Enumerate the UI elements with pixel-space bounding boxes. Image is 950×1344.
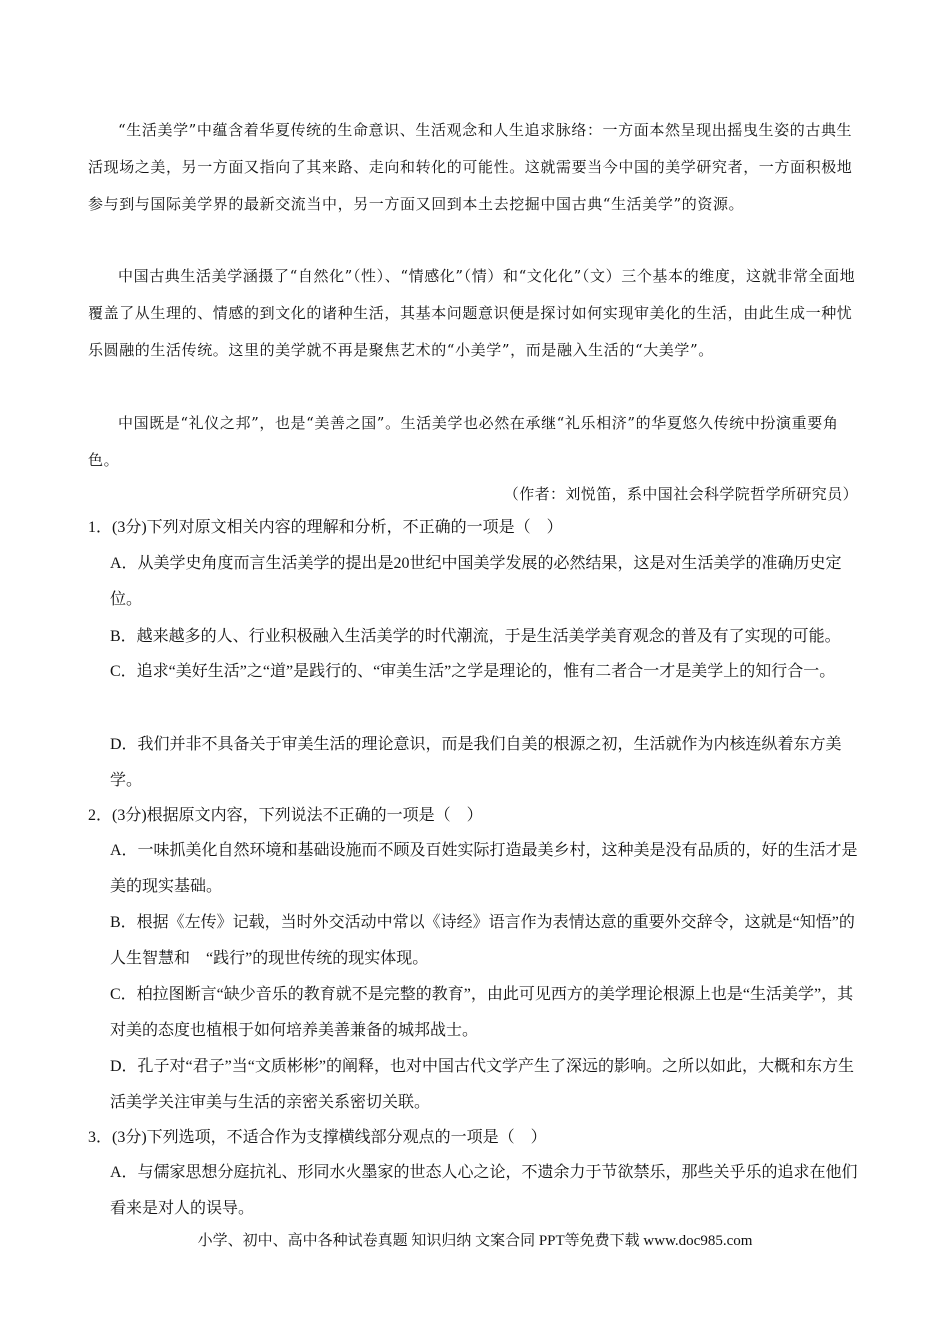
- passage-paragraph-3: [88, 405, 866, 479]
- question-1-option-b: B．越来越多的人、行业积极融入生活美学的时代潮流，于是生活美学美育观念的普及有了实现的可能。: [110, 628, 841, 645]
- question-2-option-a: A．一味抓美化自然环境和基础设施而不顾及百姓实际打造最美乡村，这种美是没有品质的，好的生活才是美的现实基础。: [110, 842, 858, 895]
- passage-paragraph-2: [88, 258, 866, 369]
- question-3-stem: 3．(3分)下列选项，不适合作为支撑横线部分观点的一项是（ ）: [88, 1129, 547, 1146]
- question-2-option-b: B．根据《左传》记载，当时外交活动中常以《诗经》语言作为表情达意的重要外交辞令，这就是“知悟”的人生智慧和 “践行”的现世传统的现实体现。: [110, 914, 855, 967]
- author-attribution: （作者：刘悦笛，系中国社会科学院哲学所研究员）: [503, 485, 858, 503]
- question-1-stem: 1．(3分)下列对原文相关内容的理解和分析，不正确的一项是（ ）: [88, 519, 563, 536]
- paragraph-text: “生活美学”中蕴含着华夏传统的生命意识、生活观念和人生追求脉络：一方面本然呈现出摇曳生姿的古典生活现场之美，另一方面又指向了其来路、走向和转化的可能性。这就需要当今中国的美学研究者，一方面积极地参与到与国际美学界的最新交流当中，另一方面又回到本土去挖掘中国古典“生活美学”的资源。: [88, 121, 853, 213]
- paragraph-text: 中国古典生活美学涵摄了“自然化”（性）、“情感化”（情）和“文化化”（文）三个基本的维度，这就非常全面地覆盖了从生理的、情感的到文化的诸种生活，其基本问题意识便是探讨如何实现审美化的生活，由此生成一种忧乐圆融的生活传统。这里的美学就不再是聚焦艺术的“小美学”，而是融入生活的“大美学”。: [88, 267, 856, 359]
- question-1-option-c: C．追求“美好生活”之“道”是践行的、“审美生活”之学是理论的，惟有二者合一才是美学上的知行合一。: [110, 663, 836, 680]
- question-2-option-c: C．柏拉图断言“缺少音乐的教育就不是完整的教育”，由此可见西方的美学理论根源上也是“生活美学”，其对美的态度也植根于如何培养美善兼备的城邦战士。: [110, 986, 854, 1039]
- question-3-option-a: A．与儒家思想分庭抗礼、形同水火墨家的世态人心之论，不遗余力于节欲禁乐，那些关乎乐的追求在他们看来是对人的误导。: [110, 1164, 858, 1217]
- passage-paragraph-1: [88, 112, 866, 223]
- question-1-option-a: A．从美学史角度而言生活美学的提出是20世纪中国美学发展的必然结果，这是对生活美学的准确历史定位。: [110, 555, 842, 608]
- question-2-option-d: D．孔子对“君子”当“文质彬彬”的阐释，也对中国古代文学产生了深远的影响。之所以如此，大概和东方生活美学关注审美与生活的亲密关系密切关联。: [110, 1058, 854, 1111]
- paragraph-text: 中国既是“礼仪之邦”，也是“美善之国”。生活美学也必然在承继“礼乐相济”的华夏悠久传统中扮演重要角色。: [88, 414, 839, 469]
- question-2-stem: 2．(3分)根据原文内容，下列说法不正确的一项是（ ）: [88, 807, 483, 824]
- page-footer: 小学、初中、高中各种试卷真题 知识归纳 文案合同 PPT等免费下载 www.doc985.com: [197, 1233, 753, 1249]
- question-1-option-d: D．我们并非不具备关于审美生活的理论意识，而是我们自美的根源之初，生活就作为内核连纵着东方美学。: [110, 736, 842, 789]
